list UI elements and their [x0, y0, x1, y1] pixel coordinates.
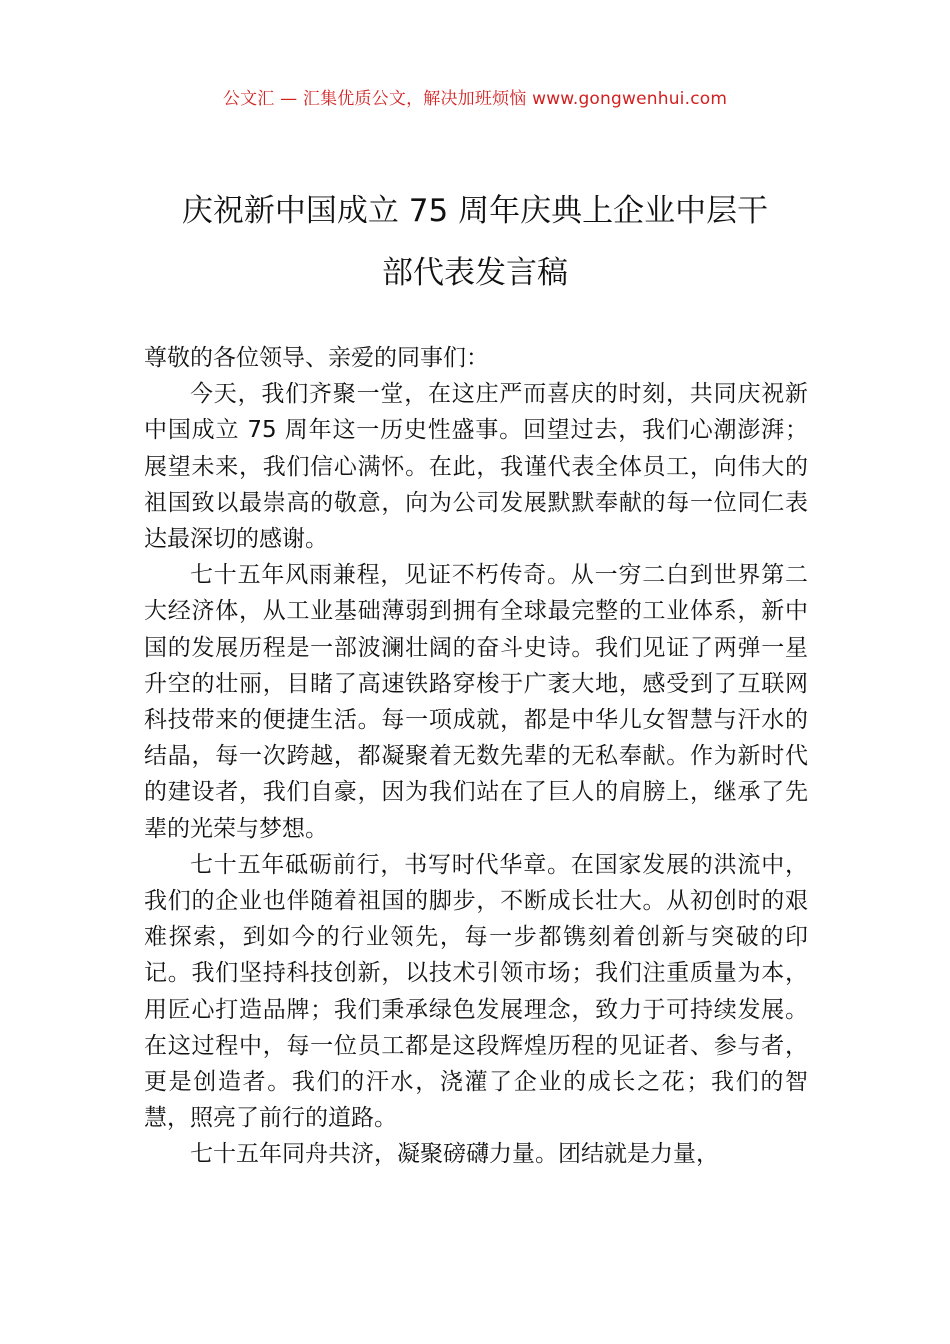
title-line-2: 部代表发言稿 — [382, 255, 568, 291]
paragraph-2: 七十五年风雨兼程，见证不朽传奇。从一穷二白到世界第二大经济体，从工业基础薄弱到拥有全球最完整的工业体系，新中国的发展历程是一部波澜壮阔的奋斗史诗。我们见证了两弹一星升空的壮丽，目睹了高速铁路穿梭于广袤大地，感受到了互联网科技带来的便捷生活。每一项成就，都是中华儿女智慧与汗水的结晶，每一次跨越，都凝聚着无数先辈的无私奉献。作为新时代的建设者，我们自豪，因为我们站在了巨人的肩膀上，继承了先辈的光荣与梦想。 — [144, 562, 808, 842]
document-body — [144, 340, 808, 1173]
document-title — [120, 180, 830, 304]
paragraph-1: 今天，我们齐聚一堂，在这庄严而喜庆的时刻，共同庆祝新中国成立 75 周年这一历史性盛事。回望过去，我们心潮澎湃；展望未来，我们信心满怀。在此，我谨代表全体员工，向伟大的祖国致以最崇高的敬意，向为公司发展默默奉献的每一位同仁表达最深切的感谢。 — [144, 381, 808, 553]
salutation: 尊敬的各位领导、亲爱的同事们： — [144, 345, 489, 371]
paragraph-4: 七十五年同舟共济，凝聚磅礴力量。团结就是力量， — [190, 1141, 719, 1168]
title-line-1: 庆祝新中国成立 75 周年庆典上企业中层干 — [181, 193, 769, 229]
site-banner: 公文汇 — 汇集优质公文，解决加班烦恼 www.gongwenhui.com — [222, 89, 728, 109]
paragraph-3: 七十五年砥砺前行，书写时代华章。在国家发展的洪流中，我们的企业也伴随着祖国的脚步，不断成长壮大。从初创时的艰难探索，到如今的行业领先，每一步都镌刻着创新与突破的印记。我们坚持科技创新，以技术引领市场；我们注重质量为本，用匠心打造品牌；我们秉承绿色发展理念，致力于可持续发展。在这过程中，每一位员工都是这段辉煌历程的见证者、参与者，更是创造者。我们的汗水，浇灌了企业的成长之花；我们的智慧，照亮了前行的道路。 — [144, 851, 808, 1132]
